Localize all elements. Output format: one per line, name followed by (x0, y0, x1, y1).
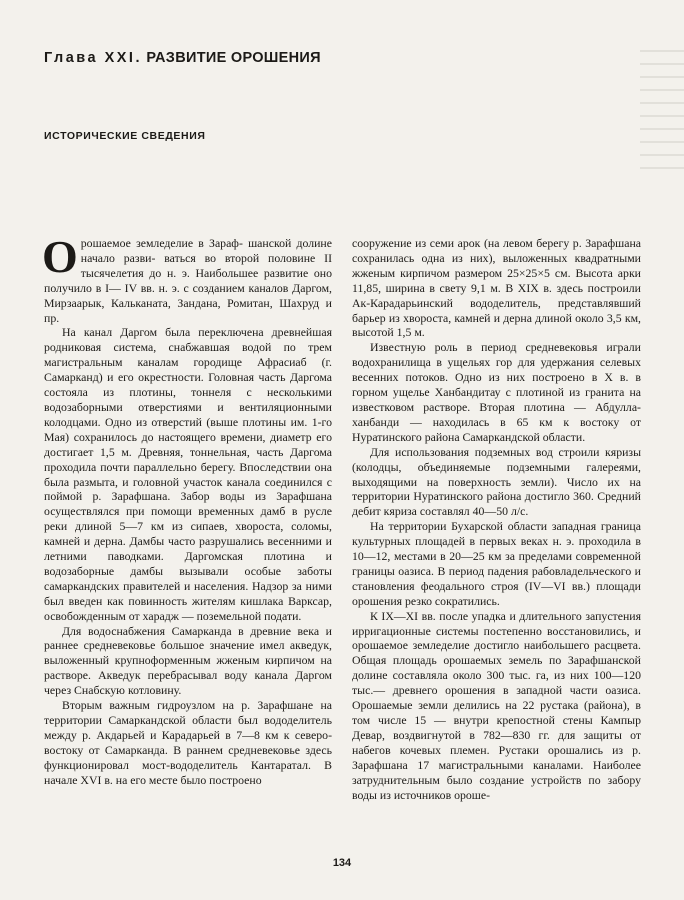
lead-line: рошаемое земледелие в Зараф- (80, 236, 249, 250)
paragraph: Для водоснабжения Самарканда в древние века и раннее средневековье большое значение имел акведук, выложенный крупноформенным жженым кирпичом на растворе. Акведук перебрасывал воду канала Даргом через Снабскую котловину. (44, 623, 332, 698)
lead-rest: н. э. Наибольшее развитие оно получило в I— IV вв. н. э. с созданием каналов Даргом, Мирзаарык, Кальканата, Зандана, Ромитан, Шахруд и пр. (44, 265, 332, 325)
section-title: ИСТОРИЧЕСКИЕ СВЕДЕНИЯ (44, 130, 206, 142)
drop-cap: О (42, 231, 78, 282)
chapter-label: Глава XXI. (44, 50, 142, 66)
paragraph: К IX—XI вв. после упадка и длительного запустения ирригационные системы постепенно восстановились, и орошаемое земледелие достигло наибольшего расцвета. Общая площадь орошаемых земель по Зарафшанской долине составляла около 300 тыс. га, из них 100—120 тыс.— древнего орошения в западной части оазиса. Орошаемые земли делились на 22 рустака (района), в том числе 15 — внутри крепостной стены Кампыр Девар, воздвигнутой в 782—830 гг. для защиты от набегов кочевых племен. Рустаки орошались из р. Зарафшана 17 магистральными каналами. Наиболее затруднительным было создание устройств по забору воды из источников ороше- (352, 608, 641, 802)
lead-paragraph (42, 231, 332, 325)
chapter-title (44, 50, 321, 66)
lead-line: ваться во второй половине II тысячелетия до (80, 250, 332, 280)
paragraph: Для использования подземных вод строили кяризы (колодцы, объединяемые подземными галереями, выходящими на поверхность земли). Число их на территории Нуратинского района достигло 360. Средний дебит кяриза составлял 40—50 л/с. (352, 444, 641, 519)
paragraph: На территории Бухарской области западная граница культурных площадей в первых веках н. э. проходила в 10—12, местами в 20—25 км за пределами современной границы оазиса. В период падения рабовладельческого и становления феодального строя (IV—VI вв.) площади орошения резко сократились. (352, 519, 641, 608)
bleed-through-text (640, 50, 684, 180)
paragraph: Известную роль в период средневековья играли водохранилища в ущельях гор для удержания селевых весенних потоков. Одно из них построено в X в. в горном ущелье Ханбандитау с плотиной из гранита на известковом растворе. Вторая плотина — Абдулла-ханбанди — находилась в 65 км к востоку от Нуратинского района Самаркандской области. (352, 340, 641, 444)
page-number: 134 (332, 857, 352, 869)
right-column (352, 236, 641, 802)
paragraph: Вторым важным гидроузлом на р. Зарафшане на территории Самаркандской области был вододелитель между р. Акдарьей и Карадарьей в 7—8 км к северо-востоку от Самарканда. В раннем средневековье здесь функционировал мост-вододелитель Кантаратал. В начале XVI в. на его месте было построено (44, 698, 332, 787)
lead-line: шанской долине начало разви- (80, 236, 332, 265)
chapter-name: РАЗВИТИЕ ОРОШЕНИЯ (146, 50, 321, 66)
left-column (42, 231, 332, 788)
paragraph: На канал Даргом была переключена древнейшая родниковая система, снабжавшая водой по трем магистральным каналам городище Афрасиаб (г. Самарканд) и его окрестности. Головная часть Даргома состояла из плотины, тоннеля с несколькими водозаборными отверстиями и вентиляционными колодцами. Одно из отверстий (выше плотины им. 1-го Мая) сохранилось до настоящего времени, диаметр его достигает 1,5 м. Древняя, тоннельная, часть Даргома проходила почти параллельно берегу. Впоследствии она была размыта, и головной участок канала соединился с поймой р. Зарафшана. Забор воды из Зарафшана осуществлялся при помощи временных дамб в русле реки длиной 5—7 км из сипаев, хвороста, соломы, камней и дерна. Дамбы часто разрушались весенними и летними паводками. Даргомская плотина и водозаборные дамбы вызывали особые заботы самаркандских правителей и населения. Надзор за ними был введен как повинность жителям кишлака Варксар, освобожденным от харадж — поземельной подати. (44, 325, 332, 623)
continued-paragraph: сооружение из семи арок (на левом берегу р. Зарафшана сохранилась одна из них), выложенных квадратными жженым кирпичом размером 25×25×5 см. Высота арки 11,85, ширина в свету 9,1 м. В XIX в. здесь построили Ак-Карадарьинский вододелитель, представлявший барьер из хвороста, камней и дерна длиной около 3,5 км, высотой 1,5 м. (352, 236, 641, 340)
